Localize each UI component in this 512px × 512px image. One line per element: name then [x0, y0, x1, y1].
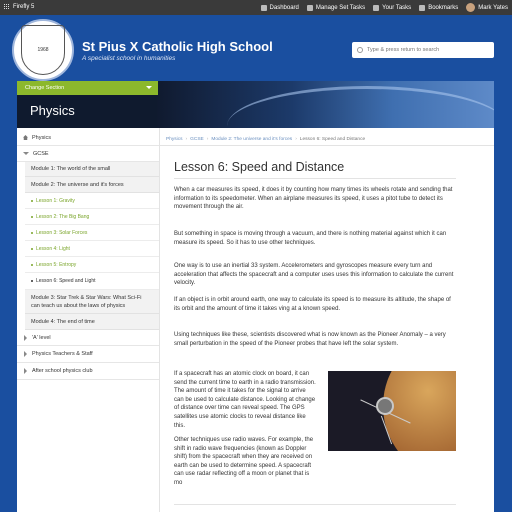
sidebar-divider	[159, 128, 160, 512]
sidebar-item-module-1[interactable]: Module 1: The world of the small	[25, 162, 159, 177]
title-divider	[174, 178, 456, 179]
bullet-icon	[31, 216, 33, 218]
sidebar-nav	[17, 128, 159, 512]
section-banner	[17, 81, 494, 128]
search-input[interactable]	[367, 47, 487, 53]
sidebar-item-module-2[interactable]: Module 2: The universe and it's forces	[25, 177, 159, 193]
crest-shield-icon	[21, 25, 65, 75]
nav-bookmarks-label[interactable]: Bookmarks	[428, 4, 459, 11]
bullet-icon	[31, 232, 33, 234]
avatar[interactable]	[466, 3, 475, 12]
sidebar-item-teachers-staff[interactable]	[17, 346, 159, 363]
tasks-icon	[307, 5, 313, 11]
school-name[interactable]: St Pius X Catholic High School	[82, 39, 273, 54]
user-name[interactable]: Mark Yates	[478, 4, 508, 11]
sidebar-item-module-3[interactable]	[25, 290, 159, 314]
chevron-right-icon	[24, 335, 27, 341]
sidebar-item-label: After school physics club	[32, 368, 93, 374]
crest-year: 1968	[37, 47, 49, 53]
section-title: Physics	[30, 103, 75, 118]
sidebar-item-label: Physics Teachers & Staff	[32, 351, 93, 357]
sidebar-lesson-1[interactable]	[25, 193, 159, 209]
lesson-link[interactable]: Lesson 3: Solar Forces	[36, 229, 88, 236]
lesson-link[interactable]: Lesson 6: Speed and Light	[36, 278, 96, 284]
nav-your-tasks-label[interactable]: Your Tasks	[382, 4, 412, 11]
change-section-button[interactable]	[17, 81, 158, 95]
pioneer-probe-image	[328, 371, 456, 451]
sidebar-lesson-3[interactable]	[25, 225, 159, 241]
sidebar-item-physics[interactable]	[17, 130, 159, 146]
bullet-icon	[31, 264, 33, 266]
top-bar	[0, 0, 512, 15]
bookmark-icon	[419, 5, 425, 11]
sidebar-lesson-6[interactable]	[25, 273, 159, 290]
module-3-line-2: can teach us about the laws of physics	[31, 302, 126, 309]
chevron-down-icon	[146, 86, 152, 89]
breadcrumb-separator: ›	[185, 136, 188, 142]
chevron-down-icon	[23, 152, 29, 155]
your-tasks-icon	[373, 5, 379, 11]
lesson-paragraph: When a car measures its speed, it does it by counting how many times its wheels rotate and sending that information to its speedometer. When an airplane measures its speed, it uses a pitot tube to detect its movement through the air.	[174, 187, 453, 211]
lesson-link[interactable]: Lesson 5: Entropy	[36, 261, 77, 268]
change-section-label: Change Section	[25, 85, 65, 91]
breadcrumb-link[interactable]: GCSE	[190, 136, 204, 142]
breadcrumb-divider	[160, 145, 494, 146]
lesson-paragraph: If a spacecraft has an atomic clock on board, it can send the current time to earth in a radio transmission. The amount of time it takes for the signal to arrive can be used to calculate distance. Looking at change of distance over time can reveal speed. The GPS satellites use atomic clocks to reveal distance like this.	[174, 371, 316, 429]
sidebar-item-physics-club[interactable]	[17, 363, 159, 380]
planet-illustration	[383, 371, 456, 451]
brand[interactable]	[4, 4, 34, 10]
search-box[interactable]	[352, 42, 494, 58]
nav-user[interactable]	[466, 3, 508, 12]
nav-bookmarks[interactable]	[419, 5, 458, 11]
bullet-icon	[31, 200, 33, 202]
breadcrumb	[166, 134, 365, 144]
apps-grid-icon[interactable]	[4, 4, 10, 10]
breadcrumb-link[interactable]: Module 2: The universe and it's forces	[211, 136, 293, 142]
breadcrumb-separator: ›	[206, 136, 209, 142]
dashboard-icon	[261, 5, 267, 11]
sidebar-item-gcse[interactable]	[17, 146, 159, 162]
content-area	[17, 128, 494, 512]
sidebar-item-label: GCSE	[33, 150, 49, 157]
lesson-link[interactable]: Lesson 4: Light	[36, 245, 70, 252]
search-icon	[357, 47, 363, 53]
nav-dashboard[interactable]	[261, 5, 299, 11]
chevron-right-icon	[24, 351, 27, 357]
bullet-icon	[31, 280, 33, 282]
bullet-icon	[31, 248, 33, 250]
lesson-paragraph: If an object is in orbit around earth, one way to calculate its speed is to measure its altitude, the shape of its orbit and the amount of time it takes ving at a known speed.	[174, 297, 451, 312]
lesson-paragraph: Other techniques use radio waves. For example, the shift in radio wave frequencies (known as Doppler shift) from the spacecraft when they are received on earth can be used to determine speed. A spacecraft can use radar reflecting off a moon or planet that is mo	[174, 437, 314, 486]
lesson-paragraph: One way is to use an inertial 33 system. Accelerometers and gyroscopes measure every turn and acceleration that affects the spacecraft and a computer uses uses this information to calculate the current velocity.	[174, 263, 454, 287]
lesson-link[interactable]: Lesson 2: The Big Bang	[36, 213, 90, 220]
home-icon	[23, 135, 28, 140]
lesson-paragraph: But something in space is moving through a vacuum, and there is nothing material against which it can measure its speed. So it has to use other techniques.	[174, 231, 447, 246]
module-3-line-1: Module 3: Star Trek & Star Wars: What Sci-Fi	[31, 294, 142, 301]
school-tagline: A specialist school in humanities	[82, 55, 176, 62]
probe-dish-illustration	[376, 397, 394, 415]
top-nav	[261, 3, 508, 12]
sidebar-item-label: 'A' level	[32, 334, 51, 341]
nav-manage-set-tasks-label[interactable]: Manage Set Tasks	[315, 4, 366, 11]
site-header	[0, 15, 512, 81]
sidebar-item-a-level[interactable]	[17, 330, 159, 346]
chevron-right-icon	[24, 368, 27, 374]
sidebar-item-module-4[interactable]: Module 4: The end of time	[25, 314, 159, 330]
sidebar-lesson-4[interactable]	[25, 241, 159, 257]
nav-manage-set-tasks[interactable]	[307, 5, 365, 11]
sidebar-lesson-2[interactable]	[25, 209, 159, 225]
content-bottom-divider	[174, 504, 456, 505]
brand-label[interactable]: Firefly 5	[13, 4, 35, 10]
school-crest-logo[interactable]	[12, 19, 74, 81]
lesson-link[interactable]: Lesson 1: Gravity	[36, 197, 75, 204]
breadcrumb-link[interactable]: Physics	[166, 136, 183, 142]
breadcrumb-separator: ›	[295, 136, 297, 142]
page-title: Lesson 6: Speed and Distance	[174, 160, 345, 174]
sidebar-lesson-5[interactable]	[25, 257, 159, 273]
lesson-paragraph: Using techniques like these, scientists discovered what is now known as the Pioneer Anomaly – a very small perturbation in the speed of the Pioneer probes that have left the solar system.	[174, 332, 446, 347]
nav-your-tasks[interactable]	[373, 5, 411, 11]
nav-dashboard-label[interactable]: Dashboard	[269, 4, 299, 11]
sidebar-item-label: Physics	[32, 134, 51, 141]
breadcrumb-current: Lesson 6: Speed and Distance	[299, 136, 366, 142]
